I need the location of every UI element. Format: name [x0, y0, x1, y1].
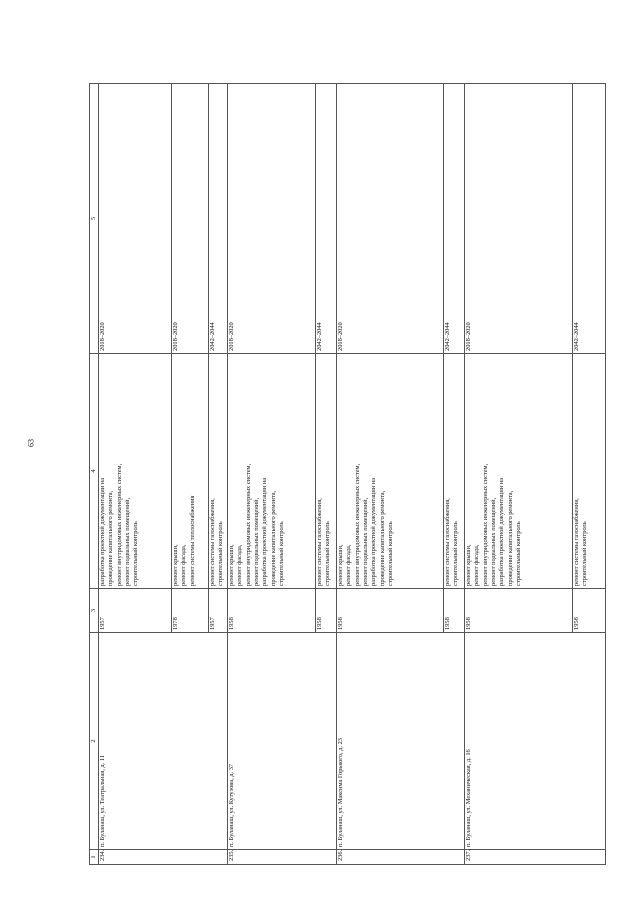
work-item: ремонт крыши,: [228, 544, 235, 586]
work-item: строительный контроль: [324, 521, 332, 586]
work-item: ремонт крыши,: [172, 544, 179, 586]
works-list: [99, 354, 172, 589]
header-cell: 3: [90, 589, 99, 633]
work-item: ремонт внутридомовых инженерных систем,: [353, 463, 361, 586]
work-item: строительный контроль: [581, 521, 589, 586]
row-address: п. Буланаш, ул. Механическая, д. 16: [465, 633, 606, 850]
period: 2042–2044: [444, 84, 465, 354]
work-item: ремонт подвальных помещений,: [123, 497, 131, 586]
work-item: ремонт крыши,: [337, 544, 344, 586]
works-list: [209, 354, 228, 589]
header-cell: 4: [90, 354, 99, 589]
table-row: [337, 84, 465, 865]
build-year: 1958: [573, 589, 606, 633]
build-year: 1958: [444, 589, 465, 633]
header-cell: 5: [90, 84, 99, 354]
row-number: 235.: [228, 850, 337, 865]
work-item: ремонт подвальных помещений,: [361, 497, 369, 586]
work-item: проведение капитального ремонта,: [269, 490, 277, 586]
build-year: 1958: [465, 589, 573, 633]
work-item: проведение капитального ремонта,: [506, 490, 514, 586]
table-row: [99, 84, 228, 865]
works-list: [573, 354, 606, 589]
period: 2042–2044: [316, 84, 337, 354]
work-item: ремонт подвальных помещений,: [252, 497, 260, 586]
work-item: проведение капитального ремонта,: [107, 490, 115, 586]
work-item: ремонт системы газоснабжения,: [316, 498, 323, 586]
work-item: разработка проектной документации на: [99, 477, 106, 586]
works-list: [228, 354, 316, 589]
works-list: [337, 354, 444, 589]
period: 2018–2020: [228, 84, 316, 354]
period: 2018–2020: [465, 84, 573, 354]
works-list: [316, 354, 337, 589]
build-year: 1958: [316, 589, 337, 633]
repair-schedule-table: [89, 83, 606, 865]
work-item: ремонт внутридомовых инженерных систем,: [481, 463, 489, 586]
work-item: ремонт подвальных помещений,: [489, 497, 497, 586]
work-item: ремонт крыши,: [465, 544, 472, 586]
build-year: 1958: [228, 589, 316, 633]
work-item: ремонт внутридомовых инженерных систем,: [244, 463, 252, 586]
work-item: ремонт системы теплоснабжения: [188, 495, 196, 586]
rotated-table-container: [89, 84, 589, 865]
header-cell: 2: [90, 633, 99, 850]
work-item: строительный контроль: [386, 521, 394, 586]
work-item: ремонт системы газоснабжения,: [444, 498, 451, 586]
build-year: 1958: [337, 589, 444, 633]
row-address: п. Буланаш, ул. Кутузова, д. 37: [228, 633, 337, 850]
build-year: 1957: [99, 589, 172, 633]
work-item: проведение капитального ремонта,: [378, 490, 386, 586]
table-row: [465, 84, 606, 865]
work-item: разработка проектной документации на: [498, 477, 506, 586]
work-item: ремонт системы газоснабжения,: [209, 498, 216, 586]
work-item: ремонт фасада,: [236, 544, 244, 586]
row-address: п. Буланаш, ул. Максима Горького, д. 23: [337, 633, 465, 850]
page-number: 63: [26, 439, 36, 447]
work-item: ремонт внутридомовых инженерных систем,: [115, 463, 123, 586]
period: 2018–2020: [172, 84, 209, 354]
period: 2042–2044: [573, 84, 606, 354]
build-year: 1957: [209, 589, 228, 633]
work-item: строительный контроль: [277, 521, 285, 586]
row-number: 236.: [337, 850, 465, 865]
row-address: п. Буланаш, ул. Театральная, д. 11: [99, 633, 228, 850]
work-item: строительный контроль: [217, 521, 225, 586]
work-item: ремонт фасада,: [473, 544, 481, 586]
build-year: 1978: [172, 589, 209, 633]
works-list: [444, 354, 465, 589]
works-list: [172, 354, 209, 589]
period: 2018–2020: [99, 84, 172, 354]
works-list: [465, 354, 573, 589]
work-item: строительный контроль: [132, 521, 140, 586]
work-item: разработка проектной документации на: [370, 477, 378, 586]
row-number: 234.: [99, 850, 228, 865]
period: 2018–2020: [337, 84, 444, 354]
work-item: ремонт фасада,: [180, 544, 188, 586]
row-number: 237.: [465, 850, 606, 865]
work-item: ремонт фасада,: [345, 544, 353, 586]
work-item: разработка проектной документации на: [261, 477, 269, 586]
table-row: [228, 84, 337, 865]
header-cell: 1: [90, 850, 99, 865]
work-item: строительный контроль: [514, 521, 522, 586]
work-item: строительный контроль: [452, 521, 460, 586]
work-item: ремонт системы газоснабжения,: [573, 498, 580, 586]
period: 2042–2044: [209, 84, 228, 354]
column-number-header: [90, 84, 99, 865]
